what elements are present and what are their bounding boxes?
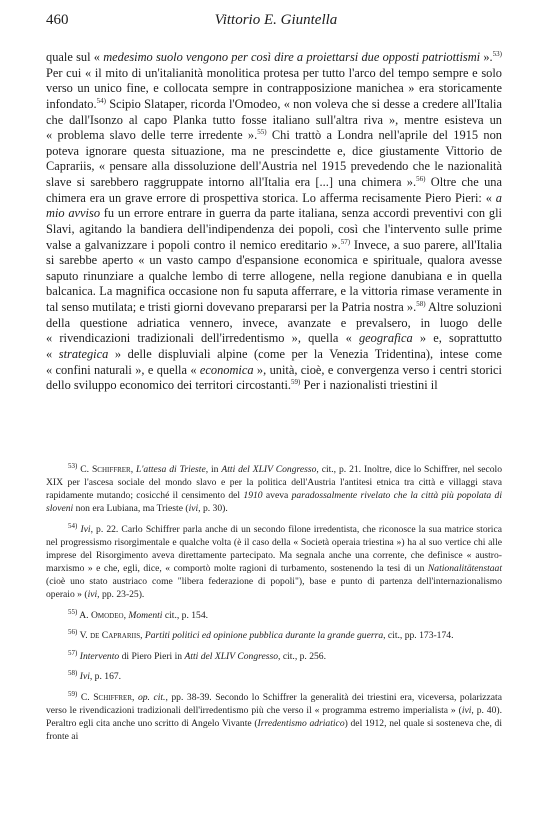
- footnote-58: $^{58)}$ Ivi, p. 167.: [68, 668, 122, 683]
- page-number: 460: [46, 12, 69, 28]
- page-header: [46, 12, 506, 38]
- running-head: Vittorio E. Giuntella: [214, 12, 338, 28]
- footnote-53: $^{53)}$ C. Schiffrer, L'attesa di Trieste, in Atti del XLIV Congresso, cit., p. 21. Inoltre, dice lo Schiffrer, nel secolo XIX per l'ascesa sociale del mondo slavo e per la politica dell'Austria l'antitesi etnica tra città e villaggi stava rapidamente mutando; cosicché il censimento del 1910 aveva paradossalmente rivelato che la città più popolata di sloveni non era Lubiana, ma Trieste (ivi, p. 30).: [46, 461, 502, 515]
- footnote-57: $^{57)}$ Intervento di Piero Pieri in Atti del XLIV Congresso, cit., p. 256.: [68, 648, 326, 662]
- footnotes: [46, 463, 502, 743]
- main-text: [46, 50, 502, 394]
- footnote-56: $^{56)}$ V. de Caprariis, Partiti politici ed opinione pubblica durante la grande guerra, cit., pp. 173-174.: [68, 628, 454, 642]
- body-paragraph: quale sul « medesimo suolo vengono per così dire a proiettarsi due opposti patriottismi ».$^{53)}$ Per cui « il mito di un'italianità monolitica protesa per tutto l'arco del tempo sempre e solo verso un unico fine, e collocata sempre in contrapposizione manichea » era storicamente infondato.$^{54)}$ Scipio Slataper, ricorda l'Omodeo, « non voleva che si desse a credere all'Italia che dall'Isonzo al capo Planka tutto fosse italiano sull'altra riva », mentre esisteva un « problema slavo delle terre irredente ».$^{55)}$ Chi trattò a Londra nell'aprile del 1915 non poteva ignorare questa situazione, ma ne prescindette e, dice giustamente Vittorio de Caprariis, « pensare alla dissoluzione dell'Austria nel 1915 prevedendo che le nazionalità slave si sarebbero raggruppate intorno all'Italia era [...] una chimera ».$^{56)}$ Oltre che una chimera era un grave errore di prospettiva storica. Lo afferma recisamente Piero Pieri: « a mio avviso fu un errore entrare in guerra da parte italiana, senza accordi preventivi con gli Slavi, agitando la bandiera dell'indipendenza dei popoli, così che l'intervento sulle prime valse a galvanizzare i popoli contro il nemico ereditario ».$^{57)}$ Invece, a suo parere, all'Italia si sarebbe aperto « un vasto campo d'espansione economica e spirituale, qualora avesse saputo rinunziare a qualche lembo di terre allogene, nella regione danubiana e in quella balcanica. La magnifica occasione non fu saputa afferrare, e la vittoria rimase veramente in tal senso mutilata; e tristi giorni dovevano prepararsi per la Patria nostra ».$^{58)}$ Altre soluzioni della questione adriatica vennero, invece, avanzate e prevalsero, in luogo delle « rivendicazioni tradizionali dell'irredentismo », quella « geografica » e, soprattutto « strategica » delle displuviali alpine (come per la Venezia Tridentina), intese come « confini naturali », e quella « economica », unità, cioè, e convergenza verso i centri storici dello sviluppo economico dei territori circostanti.$^{59)}$ Per i nazionalisti triestini il: [46, 49, 502, 393]
- footnote-54: $^{54)}$ Ivi, p. 22. Carlo Schiffrer parla anche di un secondo filone irredentista, che riconosce la sua matrice storica nel progressismo risorgimentale e qualche volta (è il caso della « Società operaia triestina ») ha al suo vertice chi alle imprese del Risorgimento aveva direttamente partecipato. Ma segnala anche una corrente, che definisce « austro-marxismo » e che, egli, dice, « comportò molte ragioni di turbamento, sostenendo la tesi di un Nationalitätenstaat (cioè uno stato austriaco come "libera federazione di popoli"), base e punto di partenza dell'internazionalismo operaio » (ivi, pp. 23-25).: [46, 521, 502, 601]
- footnote-59: $^{59)}$ C. Schiffrer, op. cit., pp. 38-39. Secondo lo Schiffrer la generalità dei triestini era, viceversa, polarizzata verso le rivendicazioni tradizionali dell'irredentismo più che verso il « programma estremo imperialista » (ivi, p. 40). Peraltro egli cita anche uno scritto di Angelo Vivante (Irredentismo adriatico) del 1912, nel quale si sosteneva che, di fronte ai: [46, 689, 503, 742]
- footnote-55: $^{55)}$ A. Omodeo, Momenti cit., p. 154.: [68, 607, 209, 621]
